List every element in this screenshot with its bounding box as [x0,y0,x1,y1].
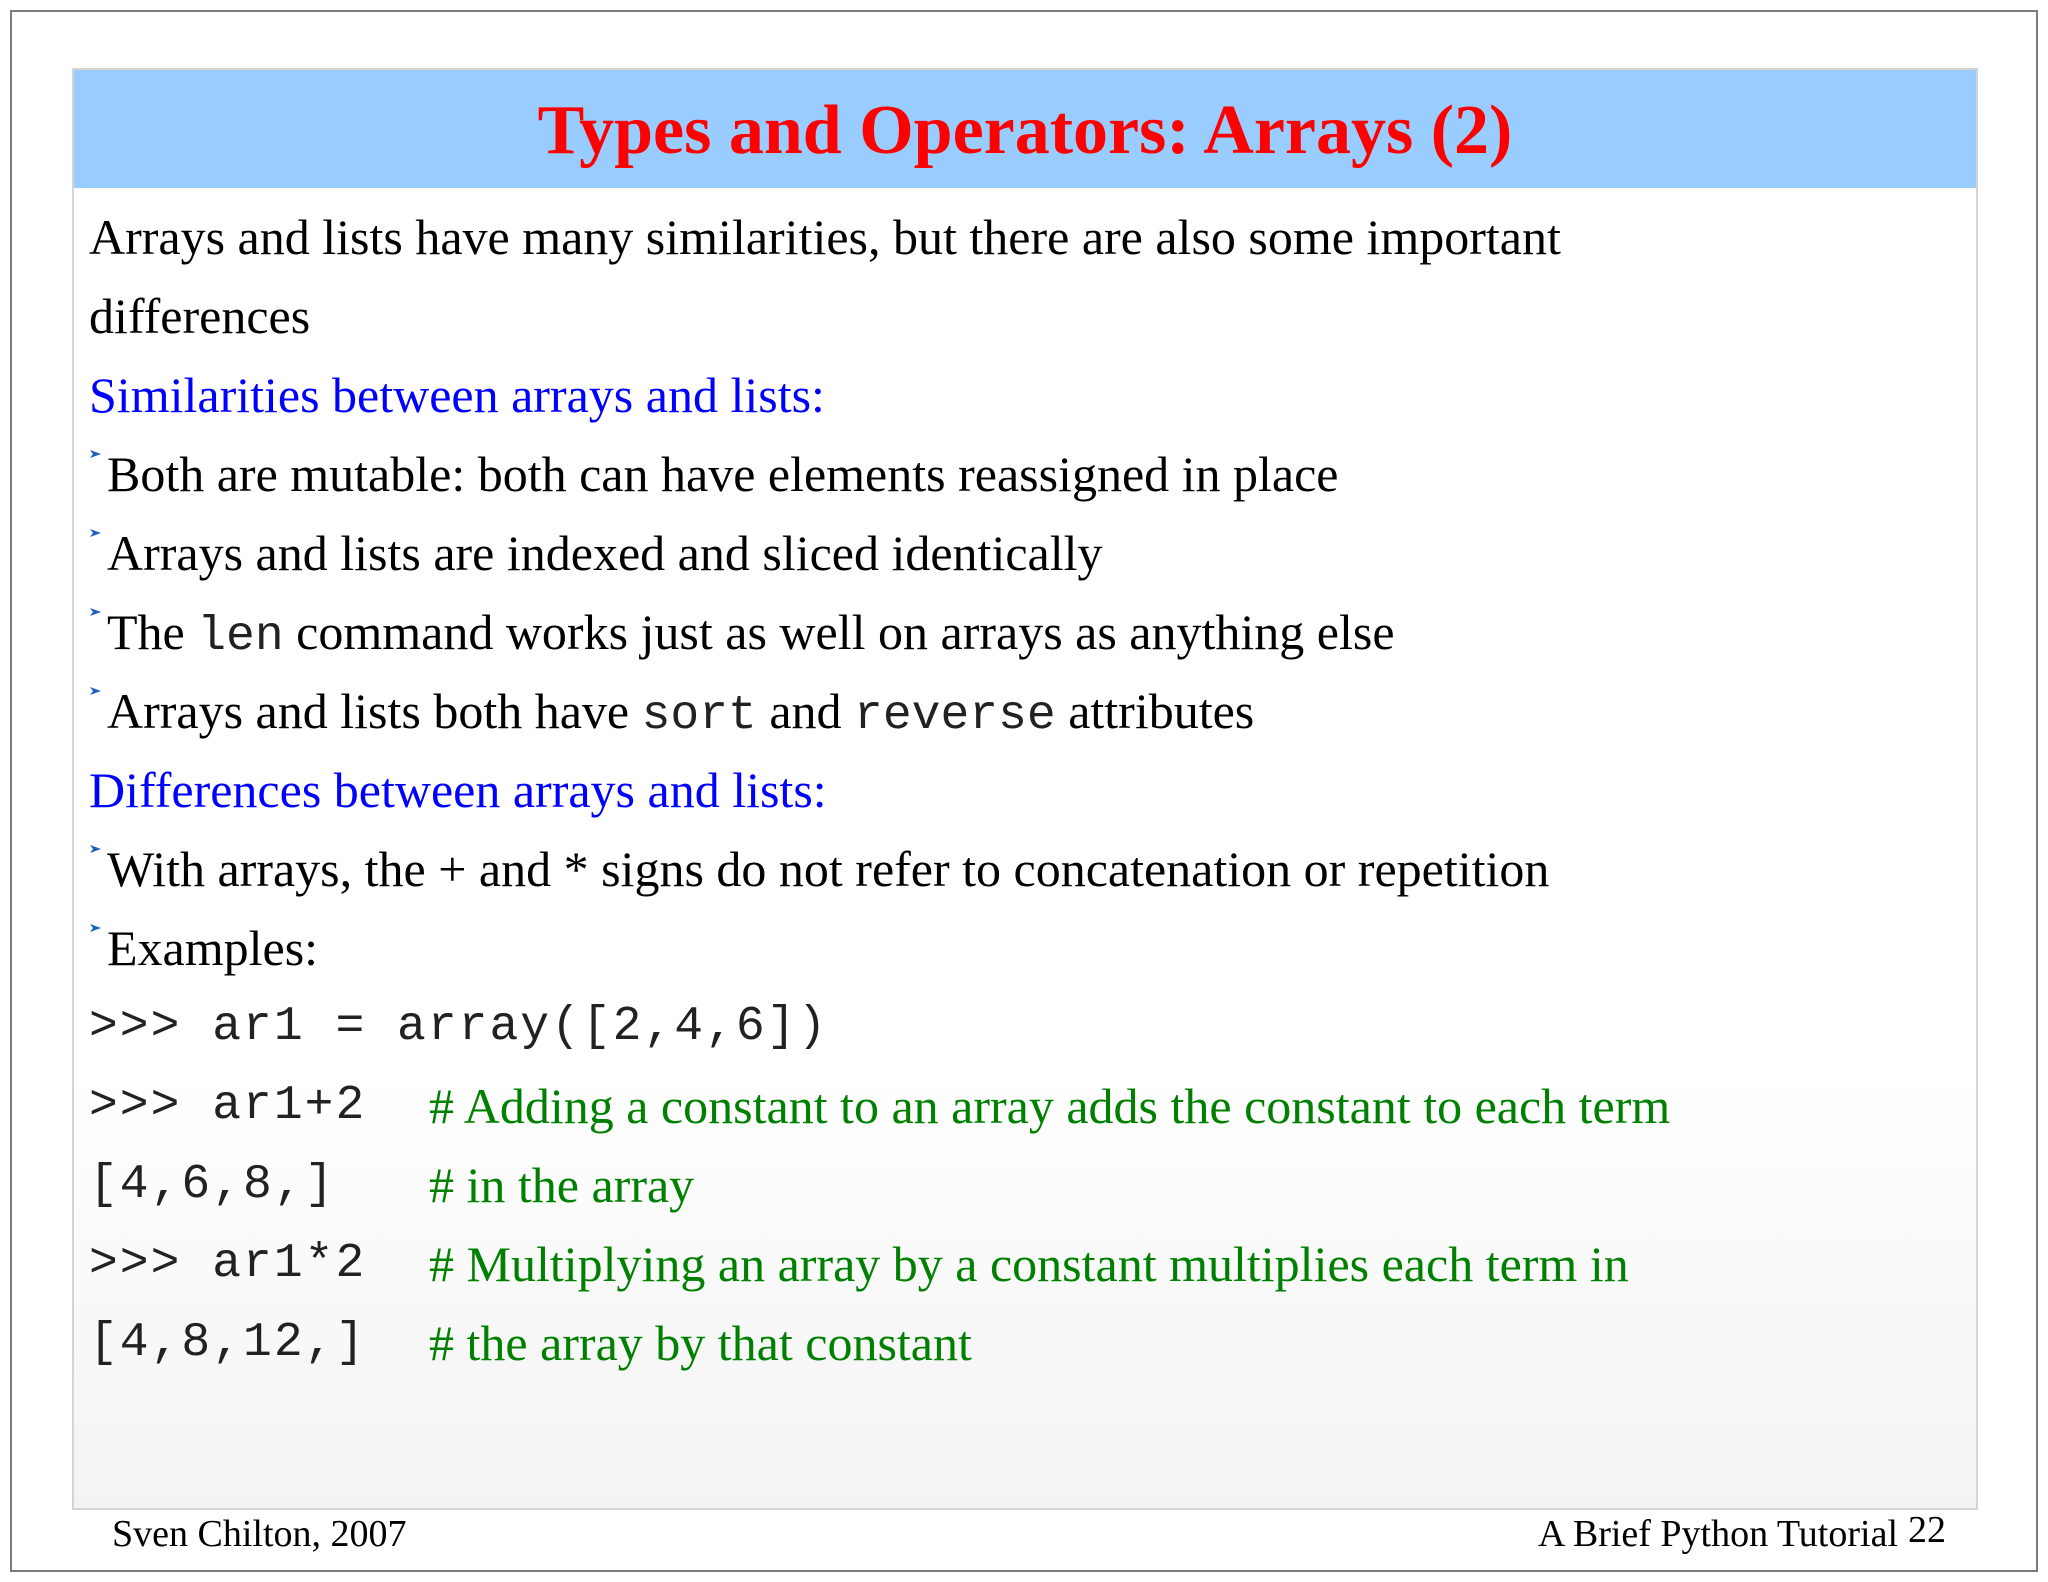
code-text: >>> ar1*2 [89,1237,367,1291]
bullet-arrow-icon [89,593,107,672]
bullet-arrow-icon [89,672,107,751]
title-bar [74,70,1976,188]
bullet-arrow-icon [89,909,107,988]
intro-line-1: Arrays and lists have many similarities, but there are also some important [89,209,1561,265]
page-number: 22 [1908,1509,1946,1551]
bullet-text: Examples: [107,920,319,976]
bullet-text: Arrays and lists are indexed and sliced identically [107,525,1103,581]
slide-body [89,198,1956,1383]
code-line [89,1146,1956,1225]
bullet-text: and [756,683,855,739]
code-line [89,1067,1956,1146]
slide-content [72,68,1978,1510]
code-text: >>> ar1+2 [89,1079,367,1133]
code-keyword: reverse [854,689,1056,743]
code-text: [4,8,12,] [89,1316,367,1370]
bullet-item [89,435,1956,514]
code-comment: # Adding a constant to an array adds the constant to each term [429,1078,1671,1134]
code-comment: # in the array [429,1157,695,1213]
bullet-item [89,909,1956,988]
bullet-text: attributes [1055,683,1255,739]
bullet-item [89,830,1956,909]
bullet-text: Both are mutable: both can have elements reassigned in place [107,446,1339,502]
intro-line-2: differences [89,288,311,344]
code-keyword: sort [641,689,757,743]
code-line [89,1304,1956,1383]
differences-heading: Differences between arrays and lists: [89,762,827,818]
code-keyword: len [197,610,284,664]
bullet-text: The [107,604,198,660]
bullet-item [89,514,1956,593]
bullet-text: Arrays and lists both have [107,683,642,739]
bullet-text: With arrays, the + and * signs do not refer to concatenation or repetition [107,841,1550,897]
bullet-item [89,593,1956,672]
code-line [89,1225,1956,1304]
code-text: [4,6,8,] [89,1158,336,1212]
code-line [89,988,1956,1067]
bullet-arrow-icon [89,514,107,593]
code-comment: # the array by that constant [429,1315,972,1371]
footer-author: Sven Chilton, 2007 [112,1513,407,1555]
code-comment: # Multiplying an array by a constant multiplies each term in [429,1236,1629,1292]
code-text: >>> ar1 = array([2,4,6]) [89,1000,829,1054]
slide-title: Types and Operators: Arrays (2) [537,92,1513,169]
footer-tutorial-title: A Brief Python Tutorial [1538,1513,1898,1555]
similarities-heading: Similarities between arrays and lists: [89,367,825,423]
bullet-arrow-icon [89,830,107,909]
bullet-item [89,672,1956,751]
bullet-text: command works just as well on arrays as anything else [283,604,1395,660]
bullet-arrow-icon [89,435,107,514]
